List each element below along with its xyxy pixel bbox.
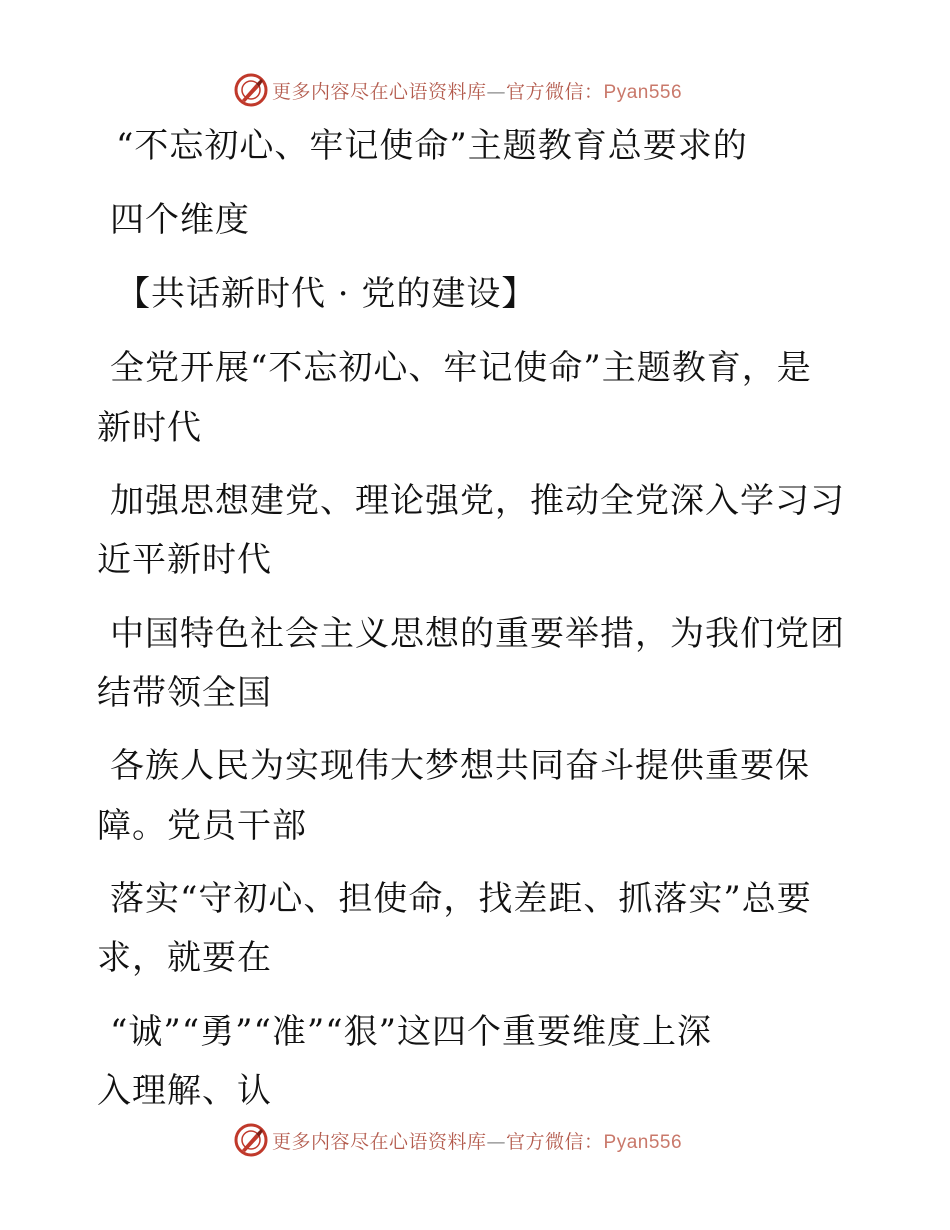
paragraph-line: 近平新时代 [97, 540, 272, 580]
paragraph-line: 各族人民为实现伟大梦想共同奋斗提供重要保 [110, 746, 810, 786]
title-line-1: “不忘初心、牢记使命”主题教育总要求的 [116, 126, 748, 166]
watermark-contact-id: Pyan556 [603, 1131, 683, 1153]
pen-logo-icon [234, 73, 268, 107]
paragraph-line: 结带领全国 [97, 673, 272, 713]
paragraph-line: 全党开展“不忘初心、牢记使命”主题教育，是 [110, 348, 812, 388]
paragraph-line: 加强思想建党、理论强党，推动全党深入学习习 [110, 481, 845, 521]
paragraph-line: 新时代 [97, 408, 202, 448]
watermark-separator: — [486, 1130, 507, 1153]
watermark-main: 更多内容尽在心语资料库 [272, 1130, 487, 1153]
title-line-2: 四个维度 [110, 200, 250, 240]
watermark-text [272, 1127, 682, 1154]
watermark-separator: — [486, 80, 507, 103]
watermark-contact-label: 官方微信： [506, 1130, 604, 1153]
watermark-content [234, 70, 682, 110]
paragraph-line: 落实“守初心、担使命，找差距、抓落实”总要 [110, 879, 812, 919]
watermark-text [272, 77, 682, 104]
footer-watermark [0, 1120, 950, 1160]
column-tag: 【共话新时代 · 党的建设】 [116, 274, 537, 314]
paragraph-line: 入理解、认 [97, 1071, 272, 1111]
header-watermark [0, 70, 950, 110]
watermark-content [234, 1120, 682, 1160]
watermark-main: 更多内容尽在心语资料库 [272, 80, 487, 103]
watermark-contact-label: 官方微信： [506, 80, 604, 103]
paragraph-line: 中国特色社会主义思想的重要举措，为我们党团 [110, 614, 845, 654]
paragraph-line: 求，就要在 [97, 938, 272, 978]
pen-logo-icon [234, 1123, 268, 1157]
paragraph-line: 障。党员干部 [97, 806, 307, 846]
paragraph-line: “诚”“勇”“准”“狠”这四个重要维度上深 [110, 1012, 713, 1052]
watermark-contact-id: Pyan556 [603, 81, 683, 103]
